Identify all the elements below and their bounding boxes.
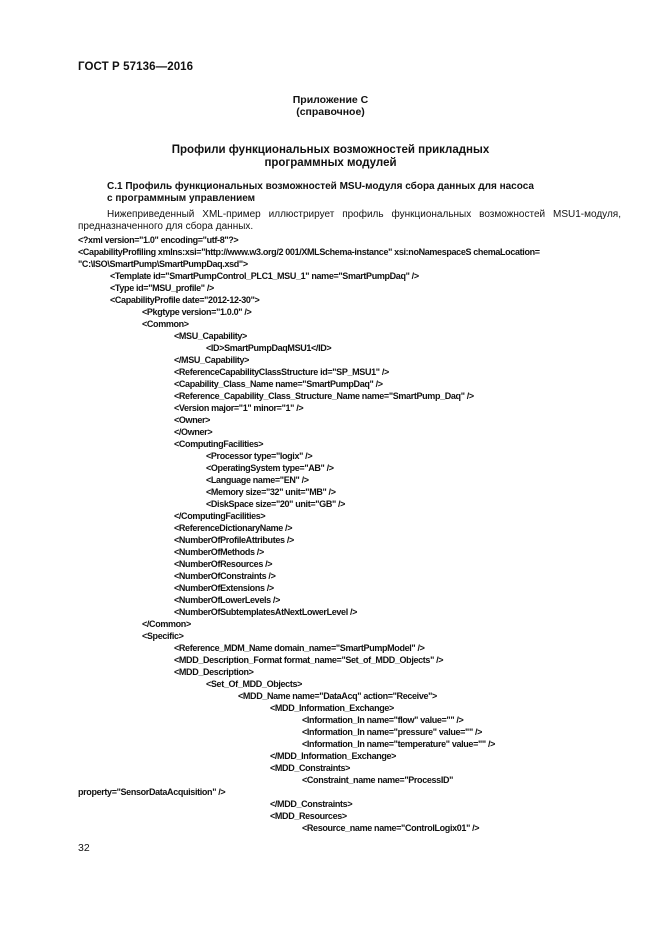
code-line: <Type id="MSU_profile" />	[110, 283, 214, 293]
code-line: <Reference_MDM_Name domain_name="SmartPumpModel" />	[174, 643, 425, 653]
appendix-title-line-1: Профили функциональных возможностей прикладных	[171, 144, 490, 156]
code-line: <NumberOfConstraints />	[174, 571, 276, 581]
code-line: <Pkgtype version="1.0.0" />	[142, 307, 252, 317]
code-line: <Constraint_name name="ProcessID"	[302, 775, 454, 785]
code-line: <NumberOfExtensions />	[174, 583, 274, 593]
code-line: <CapabilityProfile date="2012-12-30">	[110, 295, 260, 305]
code-line: <Processor type="logix" />	[206, 451, 313, 461]
code-line: <Capability_Class_Name name="SmartPumpDaq" />	[174, 379, 383, 389]
code-line: <MDD_Description>	[174, 667, 254, 677]
code-line: "C:\ISO\SmartPump\SmartPumpDaq.xsd">	[78, 259, 248, 269]
section-heading-line-1: С.1 Профиль функциональных возможностей MSU-модуля сбора данных для насоса	[107, 181, 534, 192]
code-line: <NumberOfResources />	[174, 559, 273, 569]
code-line: <NumberOfSubtemplatesAtNextLowerLevel />	[174, 607, 358, 617]
code-line: <Version major="1" minor="1" />	[174, 403, 304, 413]
code-line: <Owner>	[174, 415, 211, 425]
code-line: <Language name="EN" />	[206, 475, 309, 485]
code-line: <Template id="SmartPumpControl_PLC1_MSU_1" name="SmartPumpDaq" />	[110, 271, 419, 281]
code-line: </Common>	[142, 619, 191, 629]
code-line: <Information_In name="flow" value="" />	[302, 715, 464, 725]
code-line: </ComputingFacilities>	[174, 511, 266, 521]
code-line: <MDD_Constraints>	[270, 763, 351, 773]
code-line: <Set_Of_MDD_Objects>	[206, 679, 303, 689]
code-line: <OperatingSystem type="AB" />	[206, 463, 334, 473]
section-heading	[107, 181, 627, 205]
standard-header: ГОСТ Р 57136—2016	[78, 61, 194, 73]
page-number: 32	[78, 842, 90, 854]
appendix-type: (справочное)	[296, 106, 365, 118]
intro-paragraph-line-1: Нижеприведенный XML-пример иллюстрирует профиль функциональных возможностей MSU1-модуля,	[107, 209, 621, 220]
code-line: <Resource_name name="ControlLogix01" />	[302, 823, 480, 833]
xml-code-block	[78, 234, 638, 834]
code-line: <Information_In name="pressure" value="" />	[302, 727, 483, 737]
code-line: <DiskSpace size="20" unit="GB" />	[206, 499, 346, 509]
code-line: <MSU_Capability>	[174, 331, 247, 341]
code-line: <MDD_Information_Exchange>	[270, 703, 394, 713]
code-line: <Memory size="32" unit="MB" />	[206, 487, 336, 497]
code-line: <Reference_Capability_Class_Structure_Name name="SmartPump_Daq" />	[174, 391, 474, 401]
intro-paragraph	[78, 209, 621, 233]
code-line: </Owner>	[174, 427, 213, 437]
appendix-heading	[0, 94, 661, 118]
appendix-title	[0, 144, 661, 170]
code-line: <Specific>	[142, 631, 184, 641]
code-line: </MSU_Capability>	[174, 355, 250, 365]
code-line: <ID>SmartPumpDaqMSU1</ID>	[206, 343, 332, 353]
section-heading-line-2: с программным управлением	[107, 193, 256, 204]
intro-paragraph-line-2: предназначенного для сбора данных.	[78, 221, 254, 232]
code-line: <NumberOfMethods />	[174, 547, 264, 557]
code-line: <MDD_Resources>	[270, 811, 347, 821]
code-line: <ReferenceDictionaryName />	[174, 523, 293, 533]
code-line: <ComputingFacilities>	[174, 439, 264, 449]
code-line: <NumberOfProfileAttributes />	[174, 535, 294, 545]
code-line: <Information_In name="temperature" value="" />	[302, 739, 496, 749]
code-line: <Common>	[142, 319, 189, 329]
code-line: </MDD_Constraints>	[270, 799, 353, 809]
code-line: <MDD_Name name="DataAcq" action="Receive">	[238, 691, 437, 701]
code-line: <NumberOfLowerLevels />	[174, 595, 280, 605]
appendix-label: Приложение С	[292, 94, 369, 106]
appendix-title-line-2: программных модулей	[264, 157, 397, 169]
code-line: <MDD_Description_Format format_name="Set_of_MDD_Objects" />	[174, 655, 444, 665]
code-line: </MDD_Information_Exchange>	[270, 751, 397, 761]
code-line: <CapabilityProfiling xmlns:xsi="http://www.w3.org/2 001/XMLSchema-instance" xsi:noNamespaceS chemaLocation=	[78, 247, 540, 257]
code-line: property="SensorDataAcquisition" />	[78, 787, 226, 797]
code-line: <?xml version="1.0" encoding="utf-8"?>	[78, 235, 239, 245]
code-line: <ReferenceCapabilityClassStructure id="SP_MSU1" />	[174, 367, 389, 377]
